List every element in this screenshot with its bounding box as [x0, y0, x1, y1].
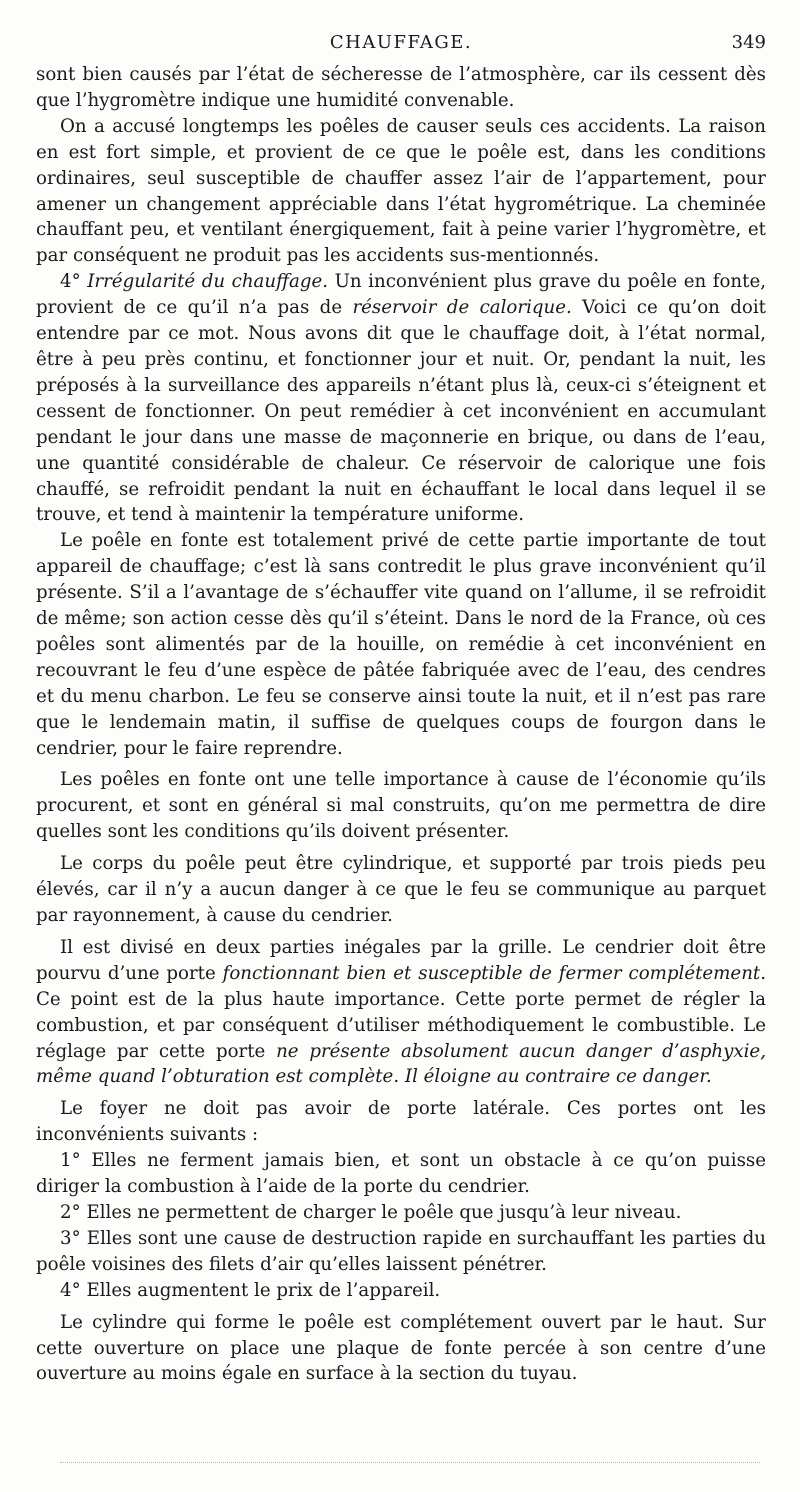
- paragraph-stove-accusation: On a accusé longtemps les poêles de causer seuls ces accidents. La raison en est fort simple, et provient de ce que le poêle est, dans les conditions ordinaires, seul susceptible de chauffer assez l’air de l’appartement, pour amener un changement appréciable dans l’état hygrométrique. La cheminée chauffant peu, et ventilant énergiquement, fait à peine varier l’hygromètre, et par conséquent ne produit pas les accidents sus-mentionnés.: [36, 115, 766, 267]
- emphasis-text: réservoir de calorique.: [352, 297, 572, 319]
- list-item-3: 3° Elles sont une cause de destruction rapide en surchauffant les parties du poêle voisines des filets d’air qu’elles laissent pénétrer.: [36, 1227, 766, 1275]
- paragraph-continuation: sont bien causés par l’état de sécheresse de l’atmosphère, car ils cessent dès que l’hygromètre indique une humidité convenable.: [36, 64, 766, 111]
- paragraph-text: Un inconvénient plus grave du poêle en fonte, provient de ce qu’il n’a pas de: [36, 271, 766, 319]
- emphasis-text: ne présente absolument aucun danger d’asphyxie, même quand l’obturation est complète. Il éloigne au contraire ce danger.: [36, 1040, 766, 1088]
- emphasis-text: fonctionnant bien et susceptible de fermer complétement.: [222, 962, 766, 984]
- paragraph-cylinder: Le cylindre qui forme le poêle est complétement ouvert par le haut. Sur cette ouverture on place une plaque de fonte percée à son centre d’une ouverture au moins égale en surface à la section du tuyau.: [36, 1311, 766, 1385]
- paragraph-irregular-heating: [36, 269, 766, 528]
- list-item-4: 4° Elles augmentent le prix de l’appareil.: [60, 1279, 441, 1301]
- body-text: [36, 62, 766, 1387]
- list-item-2: 2° Elles ne permettent de charger le poêle que jusqu’à leur niveau.: [60, 1201, 682, 1223]
- paragraph-text: Ce point est de la plus haute importance. Cette porte permet de régler la combustion, et par conséquent d’utiliser méthodiquement le combustible. Le réglage par cette porte: [36, 988, 766, 1062]
- page-header: [36, 28, 766, 58]
- paragraph-cast-iron-stove: Le poêle en fonte est totalement privé de cette partie importante de tout appareil de chauffage; c’est là sans contredit le plus grave inconvénient qu’il présente. S’il a l’avantage de s’échauffer vite quand on l’allume, il se refroidit de même; son action cesse dès qu’il s’éteint. Dans le nord de la France, où ces poêles sont alimentés par de la houille, on remédie à cet inconvénient en recouvrant le feu d’une espèce de pâtée fabriquée avec de l’eau, des cendres et du menu charbon. Le feu se conserve ainsi toute la nuit, et il n’est pas rare que le lendemain matin, il suffise de quelques coups de fourgon dans le cendrier, pour le faire reprendre.: [36, 530, 766, 759]
- paragraph-side-door: Le foyer ne doit pas avoir de porte latérale. Ces portes ont les inconvénients suivants :: [36, 1098, 766, 1146]
- paragraph-stove-body: Le corps du poêle peut être cylindrique, et supporté par trois pieds peu élevés, car il n’y a aucun danger à ce que le feu se communique au parquet par rayonnement, à cause du cendrier.: [36, 853, 766, 926]
- paragraph-text: Il est divisé en deux parties inégales par la grille. Le cendrier doit être pourvu d’une porte: [36, 936, 766, 984]
- paragraph-text: Voici ce qu’on doit entendre par ce mot. Nous avons dit que le chauffage doit, à l’état normal, être à peu près continu, et fonctionner jour et nuit. Or, pendant la nuit, les préposés à la surveillance des appareils n’étant plus là, ceux-ci s’éteignent et cessent de fonctionner. On peut remédier à cet inconvénient en accumulant pendant le jour dans une masse de maçonnerie en brique, ou dans de l’eau, une quantité considérable de chaleur. Ce réservoir de calorique une fois chauffé, se refroidit pendant la nuit en échauffant le local dans lequel il se trouve, et tend à maintenir la température uniforme.: [36, 297, 766, 526]
- page-number: 349: [731, 32, 766, 53]
- paragraph-importance: Les poêles en fonte ont une telle importance à cause de l’économie qu’ils procurent, et sont en général si mal construits, qu’on me permettra de dire quelles sont les conditions qu’ils doivent présenter.: [36, 769, 766, 843]
- list-item-1: 1° Elles ne ferment jamais bien, et sont un obstacle à ce qu’on puisse diriger la combustion à l’aide de la porte du cendrier.: [36, 1150, 766, 1198]
- bottom-dotted-rule: [60, 1462, 760, 1465]
- running-title: CHAUFFAGE.: [329, 32, 473, 53]
- section-heading: Irrégularité du chauffage.: [87, 271, 329, 293]
- paragraph-grate-division: [36, 935, 766, 1090]
- section-number: 4°: [60, 271, 88, 293]
